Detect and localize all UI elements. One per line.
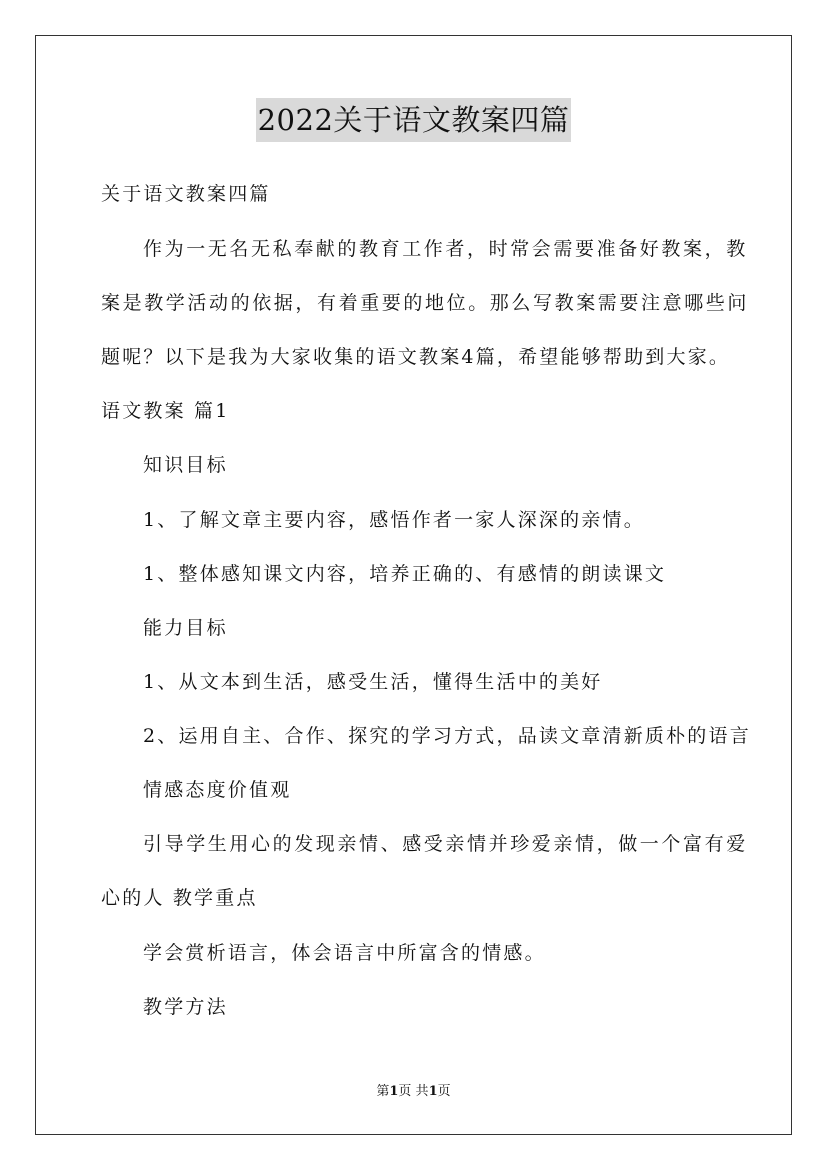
document-title: 2022关于语文教案四篇 [256,98,572,142]
paragraph-line: 引导学生用心的发现亲情、感受亲情并珍爱亲情，做一个富有爱 [143,833,748,855]
footer-suffix: 页 [437,1084,451,1099]
footer-prefix: 第 [376,1084,390,1099]
paragraph-line: 作为一无名无私奉献的教育工作者，时常会需要准备好教案，教 [143,238,748,260]
title-container [0,98,827,142]
paragraph-line: 学会赏析语言，体会语言中所富含的情感。 [143,942,546,964]
footer-mid: 页 共 [398,1084,429,1099]
subheading: 知识目标 [143,454,228,476]
section-heading: 语文教案 篇1 [101,400,230,422]
paragraph-line: 案是教学活动的依据，有着重要的地位。那么写教案需要注意哪些问 [101,292,750,314]
subheading: 教学方法 [143,996,228,1018]
footer-page-number: 1 [389,1084,399,1099]
list-item: 1、从文本到生活，感受生活，懂得生活中的美好 [143,671,603,693]
subtitle-line: 关于语文教案四篇 [101,183,271,205]
paragraph-line: 题呢？以下是我为大家收集的语文教案4篇，希望能够帮助到大家。 [101,346,731,368]
page-footer [0,1082,827,1102]
list-item: 1、整体感知课文内容，培养正确的、有感情的朗读课文 [143,563,667,585]
paragraph-line: 心的人 教学重点 [101,887,258,909]
list-item: 2、运用自主、合作、探究的学习方式，品读文章清新质朴的语言 [143,725,751,747]
subheading: 情感态度价值观 [143,779,292,801]
list-item: 1、了解文章主要内容，感悟作者一家人深深的亲情。 [143,509,645,531]
footer-total-pages: 1 [428,1084,438,1099]
subheading: 能力目标 [143,617,228,639]
